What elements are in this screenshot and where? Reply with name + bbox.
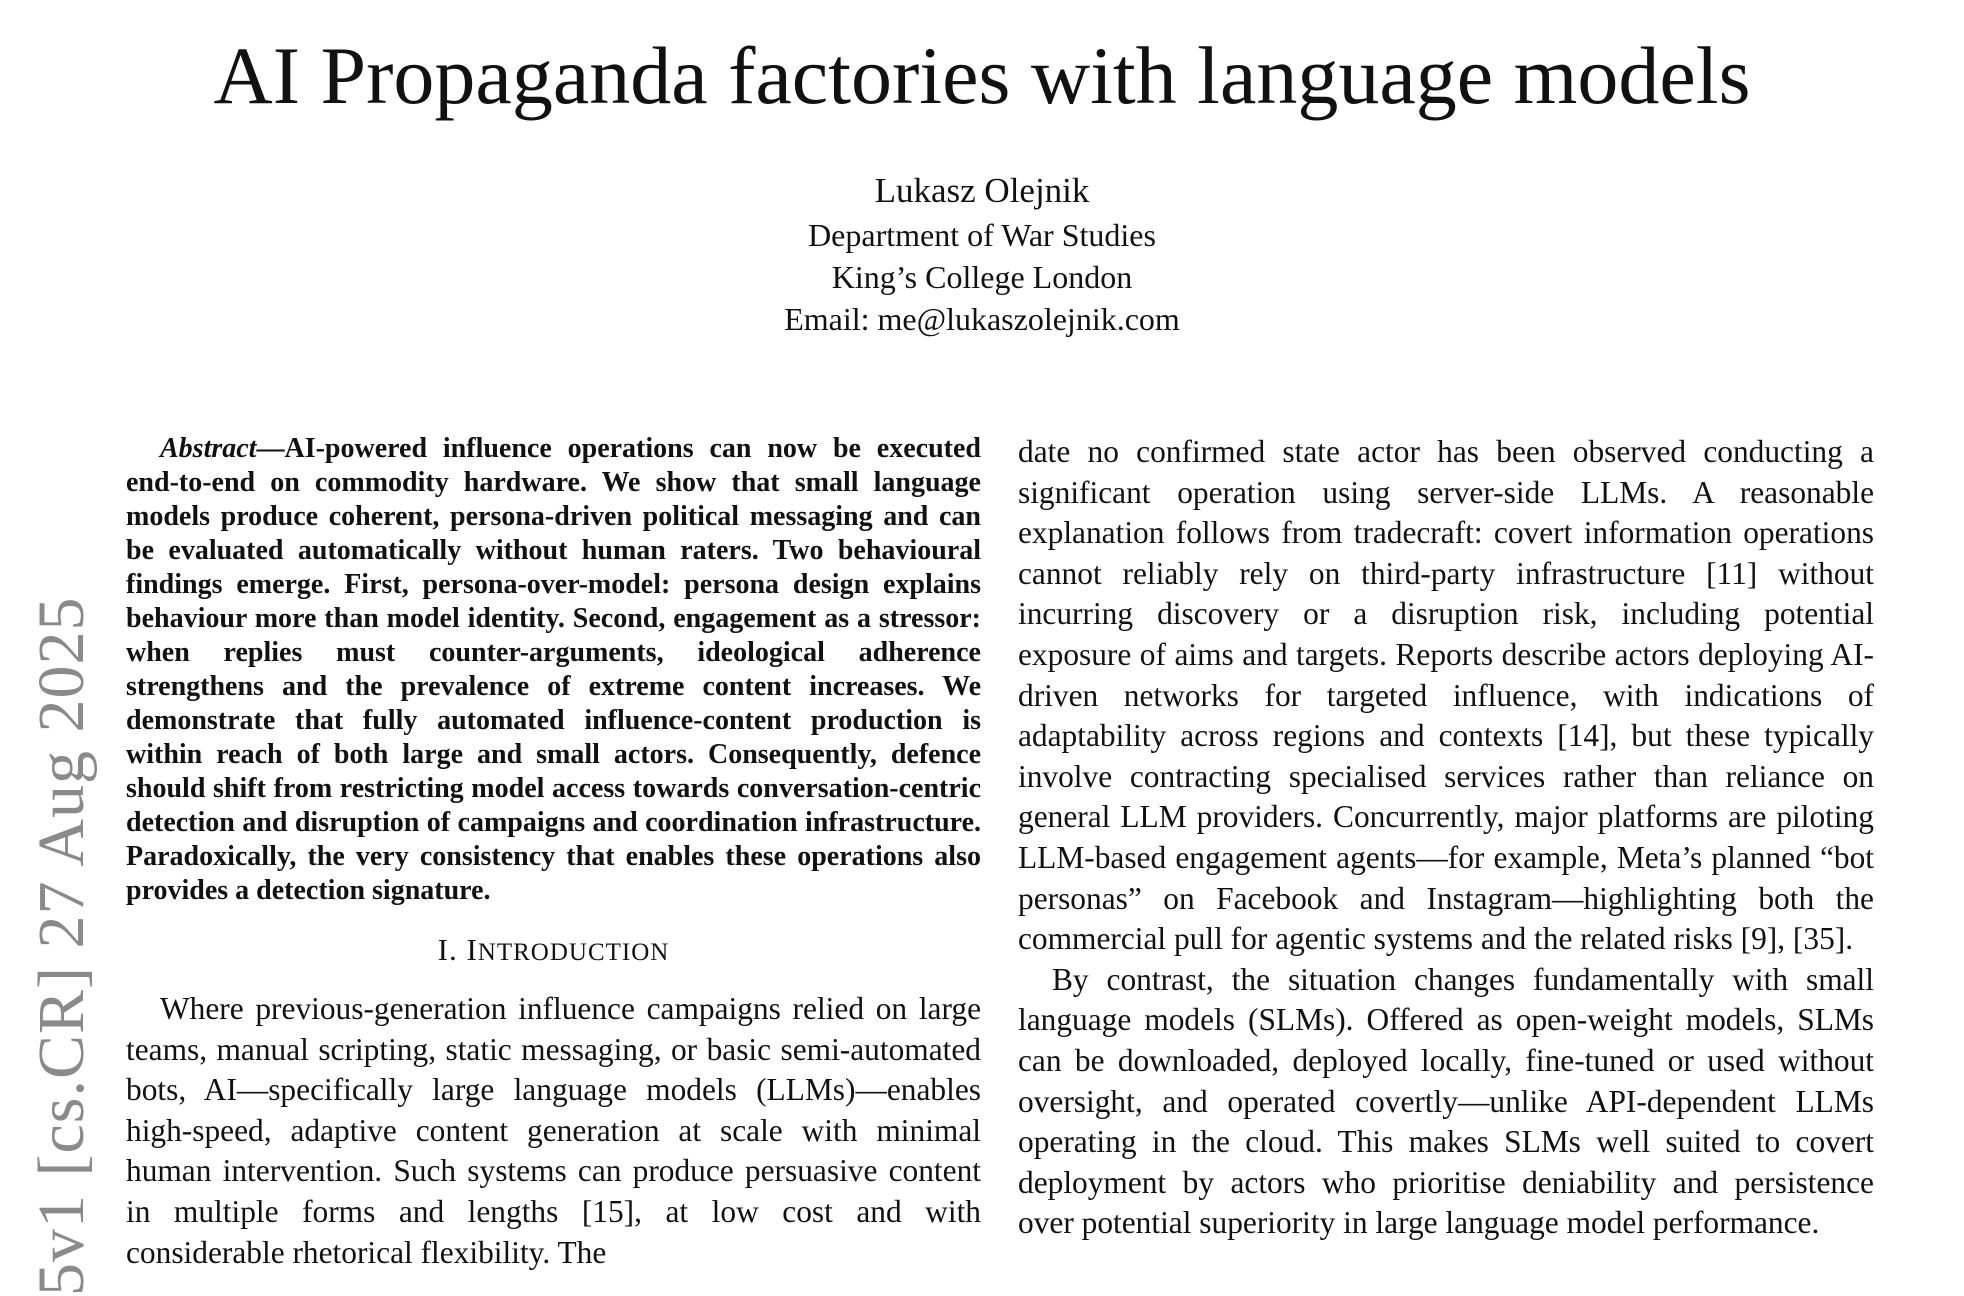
paper-title: AI Propaganda factories with language models xyxy=(213,30,1751,121)
author-block xyxy=(0,168,1964,340)
abstract-text: AI-powered influence operations can now be executed end-to-end on commodity hardware. We show that small language models produce coherent, persona-driven political messaging and can be evaluated automatically without human raters. Two behavioural findings emerge. First, persona-over-model: persona design explains behaviour more than model identity. Second, engagement as a stressor: when replies must counter-arguments, ideological adherence strengthens and the prevalence of extreme content increases. We demonstrate that fully automated influence-content production is within reach of both large and small actors. Consequently, defence should shift from restricting model access towards conversation-centric detection and disruption of campaigns and coordination infrastructure. Paradoxically, the very consistency that enables these operations also provides a detection signature. xyxy=(126,433,981,906)
abstract-label: Abstract xyxy=(160,433,257,464)
author-name: Lukasz Olejnik xyxy=(874,171,1090,210)
right-paragraph-1: date no confirmed state actor has been observed conducting a significant operation using server-side LLMs. A reasonable explanation follows from tradecraft: covert information operations cannot reliably rely on third-party infrastructure [11] without incurring discovery or a disruption risk, including potential exposure of aims and targets. Reports describe actors deploying AI-driven networks for targeted influence, with indications of adaptability across regions and contexts [14], but these typically involve contracting specialised services rather than reliance on general LLM providers. Concurrently, major platforms are piloting LLM-based engagement agents—for example, Meta’s planned “bot personas” on Facebook and Instagram—highlighting both the commercial pull for agentic systems and the related risks [9], [35]. xyxy=(1018,434,1874,957)
arxiv-watermark: 5v1 [cs.CR] 27 Aug 2025 xyxy=(25,596,98,1296)
right-paragraph-2: By contrast, the situation changes fundamentally with small language models (SLMs). Offered as open-weight models, SLMs can be downloaded, deployed locally, fine-tuned or used without oversight, and operated covertly—unlike API-dependent LLMs operating in the cloud. This makes SLMs well suited to covert deployment by actors who prioritise deniability and persistence over potential superiority in large language model performance. xyxy=(1018,961,1874,1241)
author-institution: King’s College London xyxy=(831,259,1133,295)
section-title-rest: NTRODUCTION xyxy=(477,939,670,966)
right-column xyxy=(1018,432,1874,1244)
section-number: I. xyxy=(437,932,458,967)
left-column xyxy=(126,432,981,1273)
section-heading-introduction xyxy=(126,930,981,973)
abstract xyxy=(126,432,981,908)
section-title-initial: I xyxy=(466,932,478,967)
intro-paragraph-1: Where previous-generation influence campaigns relied on large teams, manual scripting, static messaging, or basic semi-automated bots, AI—specifically large language models (LLMs)—enables high-speed, adaptive content generation at scale with minimal human intervention. Such systems can produce persuasive content in multiple forms and lengths [15], at low cost and with considerable rhetorical flexibility. The xyxy=(126,991,981,1270)
abstract-dash: — xyxy=(256,433,285,464)
author-department: Department of War Studies xyxy=(808,217,1156,253)
author-email: Email: me@lukaszolejnik.com xyxy=(784,301,1180,337)
